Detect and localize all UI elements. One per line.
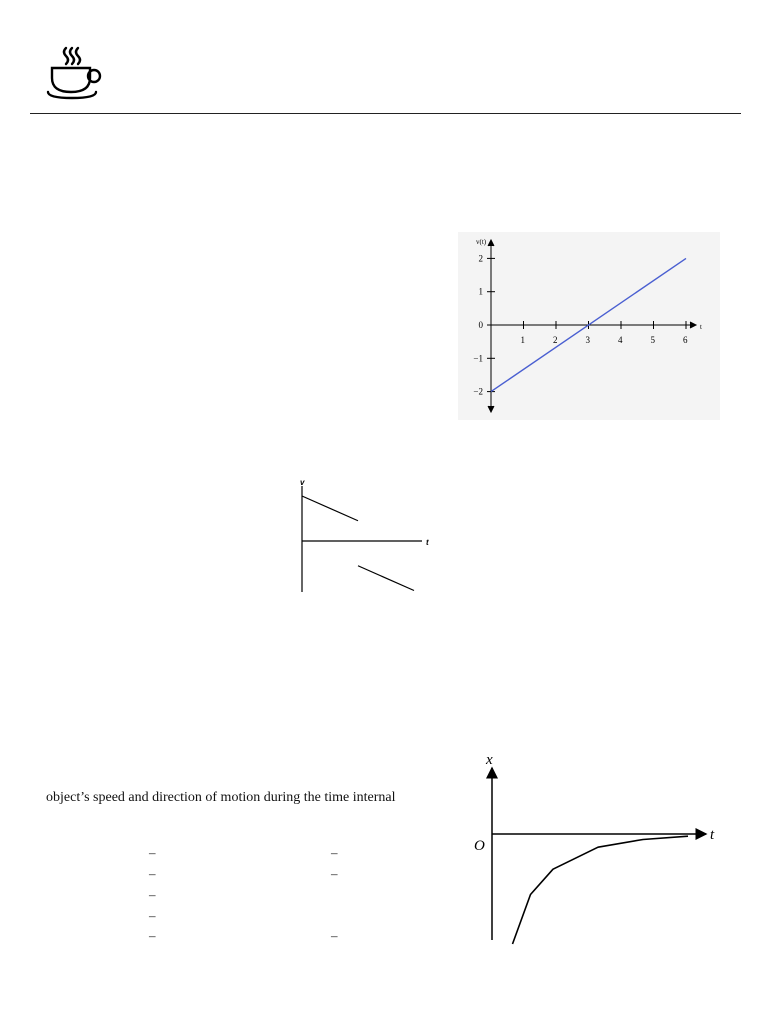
option-dash: – (149, 887, 156, 902)
series-segment (358, 566, 414, 591)
x-axis-label: t (710, 827, 715, 843)
coffee-cup-logo-icon (44, 44, 106, 102)
question-text: object’s speed and direction of motion during the time internal (46, 790, 396, 805)
series-segment (302, 496, 358, 521)
header-divider (30, 113, 741, 114)
option-dash: – (149, 845, 156, 860)
x-tick-label: 2 (553, 335, 558, 345)
option-dash: – (331, 928, 338, 943)
option-dash: – (149, 908, 156, 923)
x-axis-label: t (426, 538, 429, 547)
x-tick-label: 5 (650, 335, 655, 345)
option-dash: – (331, 866, 338, 881)
y-tick-label: −1 (473, 353, 483, 364)
y-tick-label: −2 (473, 386, 483, 397)
x-tick-label: 3 (585, 335, 590, 345)
y-axis-label: x (486, 752, 493, 768)
velocity-step-graph (294, 474, 436, 598)
x-axis-label: t (700, 323, 702, 331)
y-tick-label: 1 (478, 286, 483, 297)
origin-label: O (474, 838, 485, 854)
option-dash: – (149, 928, 156, 943)
x-tick-label: 6 (683, 335, 688, 345)
y-tick-label: 2 (478, 253, 483, 264)
y-axis-label: v(t) (476, 238, 487, 246)
series-curve (513, 836, 689, 944)
option-dash: – (149, 866, 156, 881)
y-tick-label: 0 (478, 320, 483, 330)
x-tick-label: 4 (618, 335, 623, 345)
option-dash: – (331, 845, 338, 860)
x-tick-label: 1 (520, 335, 525, 345)
velocity-linear-graph (458, 232, 720, 420)
y-axis-label: v (300, 478, 305, 487)
position-decay-graph (466, 746, 730, 952)
